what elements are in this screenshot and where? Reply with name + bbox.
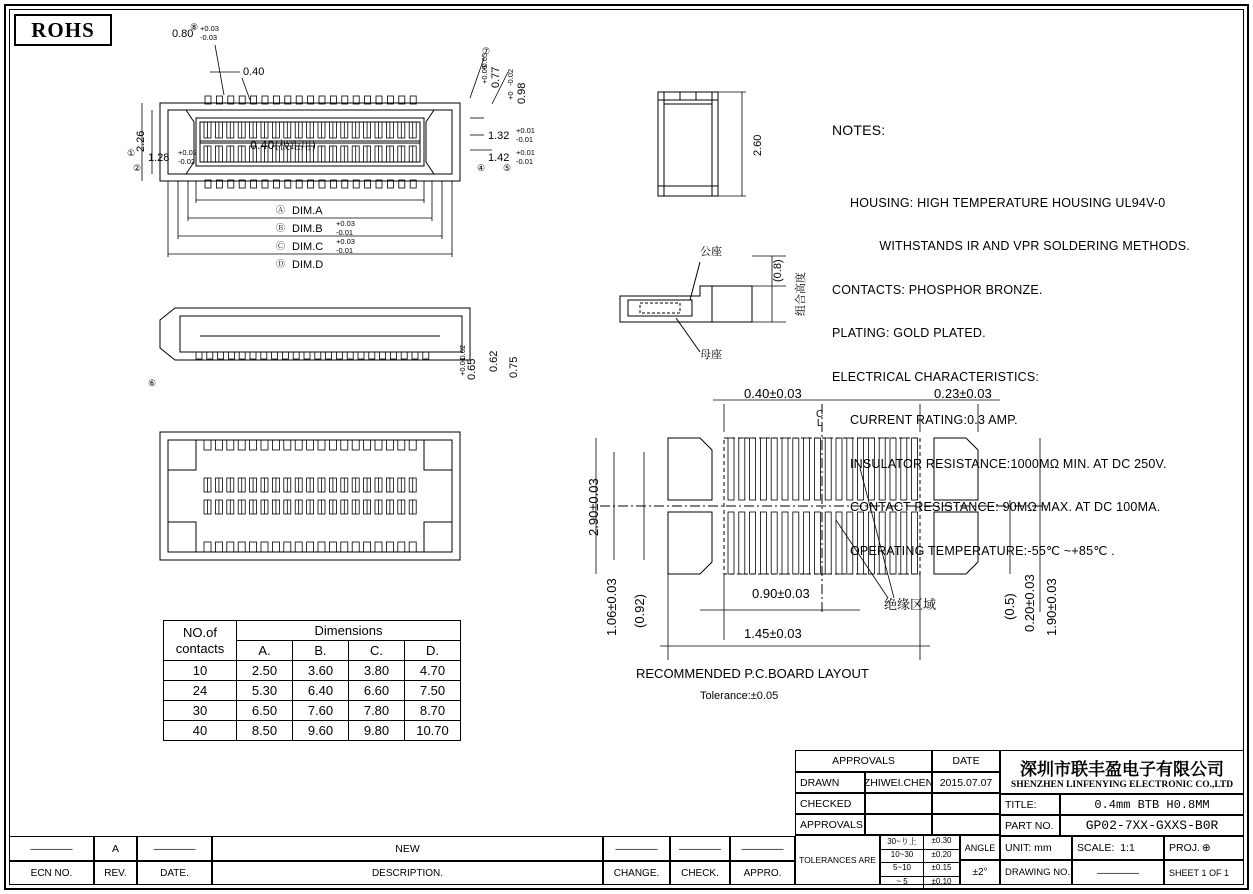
label-0-40: 0.40 xyxy=(243,66,265,78)
rev-header-ecn: ECN NO. xyxy=(9,861,94,885)
note-line-3: PLATING: GOLD PLATED. xyxy=(832,326,986,340)
label-mating-height: 组合高度 xyxy=(794,272,807,316)
label-1-42-tol-u: +0.01 xyxy=(516,148,535,157)
projection-label: PROJ. xyxy=(1169,842,1200,854)
balloon-d-icon: Ⓓ xyxy=(276,259,286,269)
label-mating-gap: (0.8) xyxy=(772,259,784,282)
angle-value: ±2° xyxy=(960,860,1000,885)
header-col-b: B. xyxy=(293,641,349,661)
label-pitch-note: 0.40(极距用) xyxy=(250,139,317,152)
label-1-28-tol-l: -0.02 xyxy=(178,157,196,166)
unit-field xyxy=(1000,836,1072,860)
label-pcb-title: RECOMMENDED P.C.BOARD LAYOUT xyxy=(636,666,869,681)
label-dim-c-tol-u: +0.03 xyxy=(336,237,355,246)
label-pcb-1-06: 1.06±0.03 xyxy=(604,578,619,636)
header-col-a: A. xyxy=(237,641,293,661)
balloon-b-icon: Ⓑ xyxy=(276,223,286,233)
checked-value xyxy=(865,793,932,814)
notes-heading: NOTES: xyxy=(832,122,886,138)
label-dim-a: DIM.A xyxy=(292,205,323,217)
note-line-6: INSULATOR RESISTANCE:1000MΩ MIN. AT DC 250V. xyxy=(850,456,1167,471)
balloon-7-icon: ⑦ xyxy=(482,46,491,56)
approvals-date-value xyxy=(932,814,1000,835)
title-label: TITLE: xyxy=(1000,794,1060,815)
cell-contacts: 40 xyxy=(164,721,237,741)
label-0-77-tol-u: +0.05 xyxy=(480,65,489,84)
rev-header-appro: APPRO. xyxy=(730,861,795,885)
label-insulation-area: 绝缘区域 xyxy=(884,598,937,613)
label-female-housing: 母座 xyxy=(700,348,722,361)
projection-symbol-icon: ⊕ xyxy=(1201,842,1211,854)
label-1-32-tol-u: +0.01 xyxy=(516,126,535,135)
label-pcb-0-90: 0.90±0.03 xyxy=(752,586,810,601)
cell-a: 2.50 xyxy=(237,661,293,681)
part-no-value: GP02-7XX-GXXS-B0R xyxy=(1060,815,1244,836)
label-0-77-tol-l: -0.05 xyxy=(480,52,489,70)
cell-d: 8.70 xyxy=(405,701,461,721)
cell-d: 10.70 xyxy=(405,721,461,741)
table-row xyxy=(164,721,461,741)
sheet-field xyxy=(1164,860,1244,885)
unit-label: UNIT: xyxy=(1005,842,1032,854)
label-centerline-icon: C L xyxy=(816,409,824,429)
tolerance-val-1: ±0.20 xyxy=(931,849,952,859)
header-col-d: D. xyxy=(405,641,461,661)
drawing-no-label: DRAWING NO. xyxy=(1000,860,1072,885)
label-dim-d: DIM.D xyxy=(292,259,324,271)
label-pcb-1-45: 1.45±0.03 xyxy=(744,626,802,641)
header-no-of: NO.of xyxy=(183,624,217,640)
rev-rev-value: A xyxy=(94,836,137,861)
label-0-80: 0.80 xyxy=(172,28,194,40)
balloon-8-icon: ⑧ xyxy=(190,22,199,32)
tolerance-range-0: 30~り上 xyxy=(881,836,924,849)
checked-label: CHECKED xyxy=(795,793,865,814)
drawn-date-value: 2015.07.07 xyxy=(932,772,1000,793)
table-row xyxy=(164,681,461,701)
label-pcb-0-20: 0.20±0.03 xyxy=(1022,574,1037,632)
unit-value: mm xyxy=(1034,842,1052,854)
label-pcb-0-40: 0.40±0.03 xyxy=(744,386,802,401)
label-dim-c: DIM.C xyxy=(292,241,324,253)
balloon-5-icon: ⑤ xyxy=(503,163,512,173)
label-1-32: 1.32 xyxy=(488,130,510,142)
label-dim-c-tol-l: -0.01 xyxy=(336,246,354,255)
sheet-value: 1 OF 1 xyxy=(1201,867,1230,878)
approvals-label: APPROVALS xyxy=(795,814,865,835)
company-name-en: SHENZHEN LINFENYING ELECTRONIC CO.,LTD xyxy=(1010,779,1234,790)
rev-change-value: ———— xyxy=(603,836,670,861)
tolerances-label: TOLERANCES ARE xyxy=(795,835,880,885)
cell-a: 8.50 xyxy=(237,721,293,741)
rev-desc-value: NEW xyxy=(212,836,603,861)
cell-b: 6.40 xyxy=(293,681,349,701)
balloon-c-icon: Ⓒ xyxy=(276,241,286,251)
cell-contacts: 24 xyxy=(164,681,237,701)
company-block xyxy=(1000,750,1244,794)
label-0-98-tol-l: -0.02 xyxy=(506,68,515,86)
cell-contacts: 10 xyxy=(164,661,237,681)
approvals-value xyxy=(865,814,932,835)
label-pcb-0-5: (0.5) xyxy=(1002,593,1017,620)
tolerance-range-3: ~ 5 xyxy=(881,877,924,889)
label-male-housing: 公座 xyxy=(700,245,722,258)
cell-a: 6.50 xyxy=(237,701,293,721)
tolerance-val-3: ±0.10 xyxy=(931,876,952,886)
rev-ecn-value: ———— xyxy=(9,836,94,861)
rohs-badge: ROHS xyxy=(14,14,112,46)
cell-d: 7.50 xyxy=(405,681,461,701)
label-dim-b: DIM.B xyxy=(292,223,323,235)
balloon-4-icon: ④ xyxy=(477,163,486,173)
label-0-80-tol-lower: -0.03 xyxy=(200,33,218,42)
approvals-header: APPROVALS xyxy=(795,750,932,772)
label-pcb-1-90: 1.90±0.03 xyxy=(1044,578,1059,636)
sheet-label: SHEET xyxy=(1169,867,1200,878)
note-line-7: CONTACT RESISTANCE: 90MΩ MAX. AT DC 100MA. xyxy=(850,500,1161,514)
date-header: DATE xyxy=(932,750,1000,772)
tolerance-val-2: ±0.15 xyxy=(931,863,952,872)
company-name-cn: 深圳市联丰盈电子有限公司 xyxy=(1020,759,1224,780)
header-col-c: C. xyxy=(349,641,405,661)
label-pcb-tolerance: Tolerance:±0.05 xyxy=(700,690,779,702)
projection-field xyxy=(1164,836,1244,860)
label-2-60: 2.60 xyxy=(752,134,764,156)
checked-date-value xyxy=(932,793,1000,814)
rev-header-check: CHECK. xyxy=(670,861,730,885)
cell-c: 6.60 xyxy=(349,681,405,701)
header-dimensions: Dimensions xyxy=(237,621,461,641)
scale-label: SCALE: xyxy=(1077,842,1115,854)
note-line-2: CONTACTS: PHOSPHOR BRONZE. xyxy=(832,282,1043,297)
label-1-42-tol-l: -0.01 xyxy=(516,157,534,166)
balloon-1-icon: ① xyxy=(127,148,136,158)
balloon-a-icon: Ⓐ xyxy=(276,205,286,215)
cell-b: 9.60 xyxy=(293,721,349,741)
tolerance-range-1: 10~30 xyxy=(881,850,924,863)
cell-c: 9.80 xyxy=(349,721,405,741)
label-0-65: 0.65 xyxy=(466,358,478,380)
label-0-77: 0.77 xyxy=(490,66,502,88)
label-0-65-tol-u: +0.01 xyxy=(458,357,467,376)
cell-c: 7.80 xyxy=(349,701,405,721)
rev-header-desc: DESCRIPTION. xyxy=(212,861,603,885)
table-row xyxy=(164,661,461,681)
label-1-28-tol-u: +0.02 xyxy=(178,148,197,157)
tolerance-range-2: 5~10 xyxy=(881,863,924,876)
note-line-0: HOUSING: HIGH TEMPERATURE HOUSING UL94V-0 xyxy=(850,195,1166,210)
label-0-65-tol-l: -0.02 xyxy=(458,344,467,362)
cell-c: 3.80 xyxy=(349,661,405,681)
label-0-98-tol-u: +0 xyxy=(506,91,515,100)
label-1-28: 1.28 xyxy=(148,152,170,164)
angle-label: ANGLE xyxy=(960,835,1000,860)
label-pcb-0-23: 0.23±0.03 xyxy=(934,386,992,401)
rev-check-value: ———— xyxy=(670,836,730,861)
label-0-98: 0.98 xyxy=(516,82,528,104)
label-pcb-2-90: 2.90±0.03 xyxy=(586,478,601,536)
label-1-32-tol-l: -0.01 xyxy=(516,135,534,144)
note-line-5: CURRENT RATING:0.3 AMP. xyxy=(850,413,1018,427)
label-pcb-0-92: (0.92) xyxy=(632,594,647,628)
label-0-62: 0.62 xyxy=(488,350,500,372)
label-dim-b-tol-u: +0.03 xyxy=(336,219,355,228)
rev-header-rev: REV. xyxy=(94,861,137,885)
cell-contacts: 30 xyxy=(164,701,237,721)
label-0-80-tol-upper: +0.03 xyxy=(200,24,219,33)
label-0-75: 0.75 xyxy=(508,356,520,378)
rev-header-change: CHANGE. xyxy=(603,861,670,885)
drawing-no-value: ———— xyxy=(1072,860,1164,885)
cell-b: 7.60 xyxy=(293,701,349,721)
note-line-4: ELECTRICAL CHARACTERISTICS: xyxy=(832,369,1040,384)
rev-header-date: DATE. xyxy=(137,861,212,885)
title-value: 0.4mm BTB H0.8MM xyxy=(1060,794,1244,815)
cell-a: 5.30 xyxy=(237,681,293,701)
table-row xyxy=(164,701,461,721)
cell-b: 3.60 xyxy=(293,661,349,681)
label-2-26: 2.26 xyxy=(135,130,147,152)
scale-value: 1:1 xyxy=(1120,842,1135,854)
rev-date-value: ———— xyxy=(137,836,212,861)
cell-d: 4.70 xyxy=(405,661,461,681)
balloon-2-icon: ② xyxy=(133,163,142,173)
scale-field xyxy=(1072,836,1164,860)
label-dim-b-tol-l: -0.01 xyxy=(336,228,354,237)
balloon-6-icon: ⑥ xyxy=(148,378,157,388)
rev-appro-value: ———— xyxy=(730,836,795,861)
note-line-1: WITHSTANDS IR AND VPR SOLDERING METHODS. xyxy=(850,239,1190,253)
drawn-by-value: ZHIWEI.CHEN xyxy=(865,772,932,793)
contacts-dimensions-table xyxy=(163,620,461,741)
header-contacts: contacts xyxy=(175,640,225,656)
drawn-label: DRAWN xyxy=(795,772,865,793)
label-1-42: 1.42 xyxy=(488,152,510,164)
tolerance-values xyxy=(880,835,960,885)
part-no-label: PART NO. xyxy=(1000,815,1060,836)
table-header-row xyxy=(164,621,461,641)
note-line-8: OPERATING TEMPERATURE:-55℃ ~+85℃ . xyxy=(850,543,1115,558)
tolerance-val-0: ±0.30 xyxy=(931,836,952,845)
